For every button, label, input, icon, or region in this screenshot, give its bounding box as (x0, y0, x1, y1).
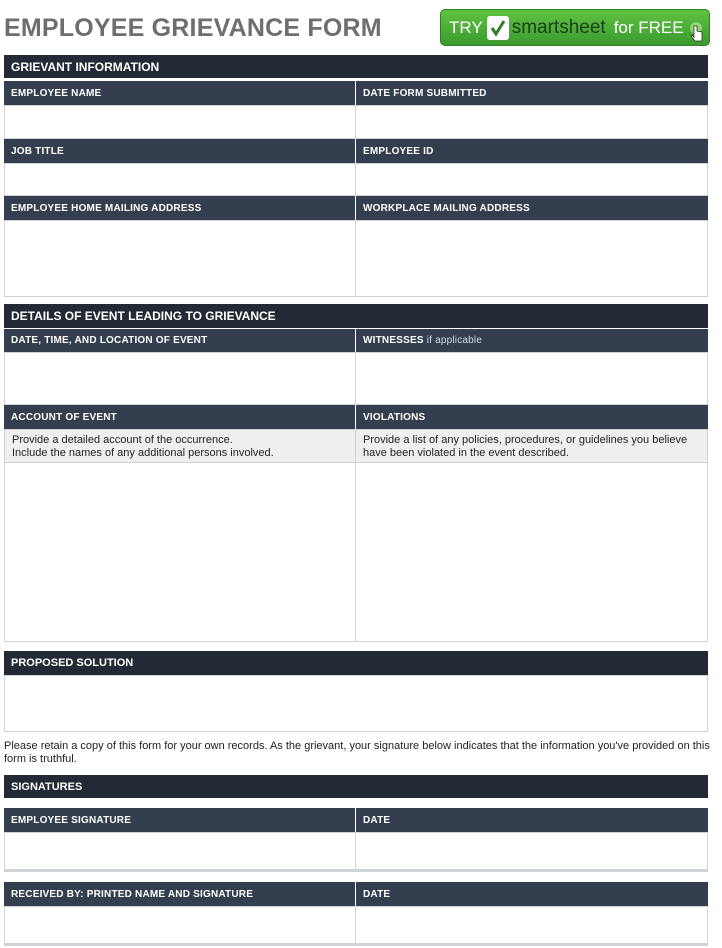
employee-id-field[interactable] (355, 163, 708, 196)
account-of-event-label: ACCOUNT OF EVENT (4, 405, 355, 429)
checkmark-icon (487, 16, 509, 40)
job-title-field[interactable] (4, 163, 356, 196)
page-title: EMPLOYEE GRIEVANCE FORM (4, 14, 382, 42)
received-by-label: RECEIVED BY: PRINTED NAME AND SIGNATURE (4, 882, 355, 906)
violations-hint-line-2: have been violated in the event described. (363, 447, 570, 459)
retain-copy-note: Please retain a copy of this form for your own records. As the grievant, your signature below indicates that the information you've provided on this form is truthful. (4, 740, 710, 765)
date-submitted-field[interactable] (355, 105, 708, 139)
date-label-1: DATE (356, 808, 708, 832)
employee-name-field[interactable] (4, 105, 356, 139)
job-title-label: JOB TITLE (4, 139, 355, 163)
witnesses-label-text: WITNESSES (363, 335, 424, 346)
employee-id-label: EMPLOYEE ID (356, 139, 708, 163)
signature-date-field-1[interactable] (355, 832, 708, 870)
home-address-field[interactable] (4, 220, 356, 297)
witnesses-field[interactable] (355, 352, 708, 405)
details-section-header: DETAILS OF EVENT LEADING TO GRIEVANCE (4, 304, 708, 328)
proposed-solution-header: PROPOSED SOLUTION (4, 651, 708, 675)
date-submitted-label: DATE FORM SUBMITTED (356, 81, 708, 105)
violations-label: VIOLATIONS (356, 405, 708, 429)
date-time-location-field[interactable] (4, 352, 356, 405)
violations-hint (355, 429, 708, 463)
proposed-solution-field[interactable] (4, 675, 708, 732)
signatures-section-header: SIGNATURES (4, 775, 708, 798)
employee-signature-label: EMPLOYEE SIGNATURE (4, 808, 355, 832)
grievant-section-header: GRIEVANT INFORMATION (4, 55, 708, 78)
cta-brand-label: smartsheet (511, 16, 606, 38)
home-address-label: EMPLOYEE HOME MAILING ADDRESS (4, 196, 355, 220)
hand-pointer-icon (687, 20, 705, 47)
account-of-event-field[interactable] (4, 462, 356, 642)
cta-free-label: for FREE (613, 17, 684, 37)
account-hint (4, 429, 356, 463)
violations-field[interactable] (355, 462, 708, 642)
account-hint-line-1: Provide a detailed account of the occurrence. (12, 434, 233, 446)
employee-signature-field[interactable] (4, 832, 356, 870)
workplace-address-label: WORKPLACE MAILING ADDRESS (356, 196, 708, 220)
cta-try-label: TRY (449, 17, 483, 37)
date-time-location-label: DATE, TIME, AND LOCATION OF EVENT (4, 329, 355, 352)
received-by-field[interactable] (4, 906, 356, 944)
date-label-2: DATE (356, 882, 708, 906)
witnesses-label (356, 329, 708, 352)
workplace-address-field[interactable] (355, 220, 708, 297)
employee-name-label: EMPLOYEE NAME (4, 81, 355, 105)
violations-hint-line-1: Provide a list of any policies, procedures, or guidelines you believe (363, 434, 688, 446)
try-smartsheet-button[interactable] (440, 9, 710, 46)
divider (4, 944, 708, 946)
account-hint-line-2: Include the names of any additional persons involved. (12, 447, 274, 459)
divider (4, 870, 708, 872)
signature-date-field-2[interactable] (355, 906, 708, 944)
witnesses-note: if applicable (426, 335, 483, 346)
